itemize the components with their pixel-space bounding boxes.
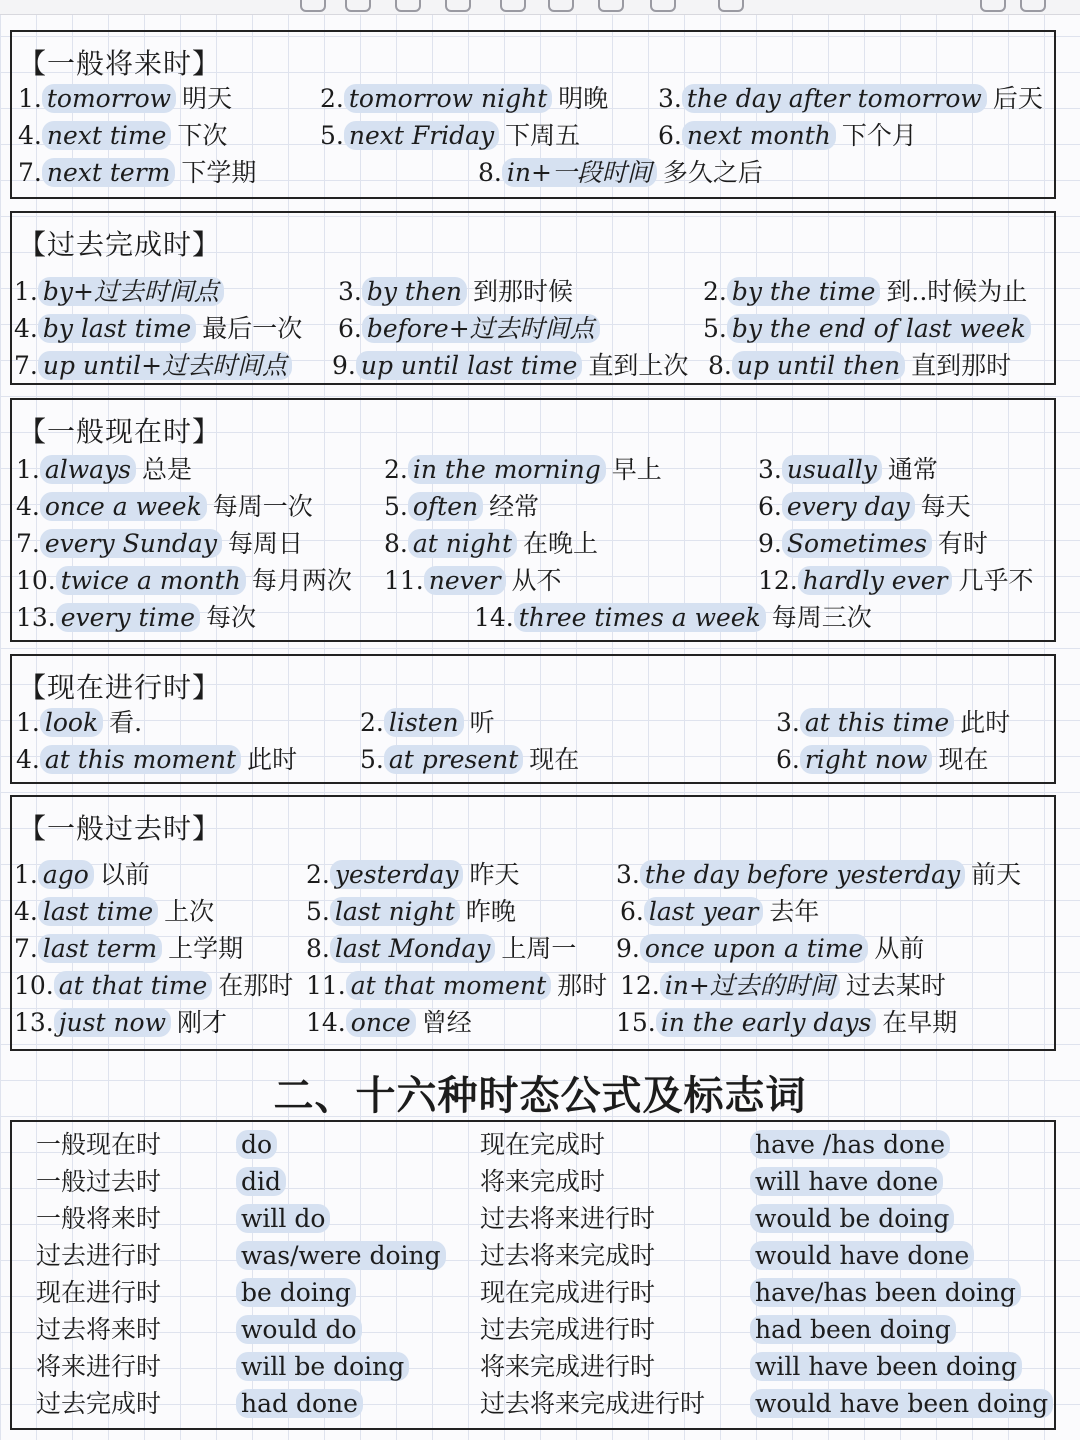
item-number: 6. xyxy=(338,314,362,343)
section-item xyxy=(360,745,579,775)
item-english: tomorrow night xyxy=(344,84,552,113)
item-chinese: 昨晚 xyxy=(465,897,516,926)
tense-formula xyxy=(750,1130,950,1160)
tense-formula xyxy=(750,1315,956,1345)
item-english: at that time xyxy=(54,971,213,1000)
tense-formula xyxy=(750,1241,974,1271)
section-item xyxy=(16,492,313,522)
item-english: by+过去时间点 xyxy=(38,277,224,306)
item-number: 3. xyxy=(658,84,682,113)
item-chinese: 每天 xyxy=(920,492,971,521)
tense-name: 现在完成时 xyxy=(480,1130,606,1159)
item-number: 12. xyxy=(758,566,798,595)
tense-name: 过去将来时 xyxy=(36,1315,162,1344)
pen-tool-icon[interactable] xyxy=(300,0,326,12)
tense-name: 过去完成时 xyxy=(36,1389,162,1418)
section-item xyxy=(306,860,519,890)
item-english: by then xyxy=(362,277,467,306)
highlighter-tool-icon[interactable] xyxy=(395,0,421,12)
item-number: 3. xyxy=(776,708,800,737)
item-chinese: 在晚上 xyxy=(523,529,599,558)
item-english: by the time xyxy=(727,277,881,306)
item-chinese: 经常 xyxy=(489,492,540,521)
section-item xyxy=(16,455,192,485)
formula-text: would have been doing xyxy=(750,1389,1053,1418)
item-chinese: 从不 xyxy=(511,566,562,595)
eraser-tool-icon[interactable] xyxy=(445,0,471,12)
item-chinese: 下周五 xyxy=(505,121,581,150)
item-chinese: 此时 xyxy=(247,745,298,774)
tense-formula xyxy=(750,1352,1022,1382)
item-number: 2. xyxy=(703,277,727,306)
item-english: every day xyxy=(782,492,915,521)
section-item xyxy=(384,566,562,596)
tense-formula xyxy=(236,1204,330,1234)
formula-text: be doing xyxy=(236,1278,356,1307)
item-chinese: 到那时候 xyxy=(472,277,573,306)
tense-formula xyxy=(750,1204,954,1234)
item-english: before+过去时间点 xyxy=(362,314,600,343)
tense-formula xyxy=(750,1167,943,1197)
item-chinese: 每周日 xyxy=(227,529,303,558)
item-number: 9. xyxy=(616,934,640,963)
item-english: at this time xyxy=(800,708,954,737)
item-number: 5. xyxy=(320,121,344,150)
tense-name: 一般将来时 xyxy=(36,1204,162,1233)
item-chinese: 下次 xyxy=(177,121,228,150)
item-number: 11. xyxy=(384,566,424,595)
section-item xyxy=(14,897,214,927)
item-english: Sometimes xyxy=(782,529,932,558)
item-number: 4. xyxy=(16,492,40,521)
formula-text: had done xyxy=(236,1389,363,1418)
item-number: 1. xyxy=(16,455,40,484)
section-item xyxy=(14,971,293,1001)
formula-text: did xyxy=(236,1167,286,1196)
item-chinese: 总是 xyxy=(142,455,193,484)
item-number: 8. xyxy=(384,529,408,558)
item-chinese: 现在 xyxy=(938,745,989,774)
item-chinese: 有时 xyxy=(937,529,988,558)
tense-name: 过去将来进行时 xyxy=(480,1204,656,1233)
formula-text: have /has done xyxy=(750,1130,950,1159)
tense-name: 过去进行时 xyxy=(36,1241,162,1270)
lasso-tool-icon[interactable] xyxy=(548,0,574,12)
item-english: last term xyxy=(38,934,162,963)
section-item xyxy=(18,158,256,188)
item-english: listen xyxy=(384,708,464,737)
item-english: up until+过去时间点 xyxy=(38,351,292,380)
item-english: next month xyxy=(682,121,836,150)
section-item xyxy=(758,455,938,485)
item-chinese: 在那时 xyxy=(218,971,294,1000)
section-item xyxy=(14,314,302,344)
tense-formula xyxy=(236,1130,277,1160)
item-number: 4. xyxy=(14,314,38,343)
item-chinese: 曾经 xyxy=(421,1008,472,1037)
formula-text: will have been doing xyxy=(750,1352,1022,1381)
item-number: 2. xyxy=(360,708,384,737)
section-item xyxy=(16,708,142,738)
item-number: 7. xyxy=(14,934,38,963)
item-english: in+过去的时间 xyxy=(660,971,840,1000)
item-number: 9. xyxy=(332,351,356,380)
formula-text: would be doing xyxy=(750,1204,954,1233)
formula-text: would have done xyxy=(750,1241,974,1270)
item-chinese: 到..时候为止 xyxy=(886,277,1028,306)
item-chinese: 现在 xyxy=(529,745,580,774)
tense-name: 现在完成进行时 xyxy=(480,1278,656,1307)
section-item xyxy=(14,351,292,381)
item-english: ago xyxy=(38,860,94,889)
formula-text: was/were doing xyxy=(236,1241,446,1270)
item-number: 4. xyxy=(16,745,40,774)
section-item xyxy=(758,529,988,559)
item-english: at that moment xyxy=(346,971,551,1000)
item-english: never xyxy=(424,566,506,595)
item-english: at this moment xyxy=(40,745,241,774)
item-english: just now xyxy=(54,1008,171,1037)
item-english: at night xyxy=(408,529,517,558)
section-item xyxy=(776,745,988,775)
tense-name: 过去完成进行时 xyxy=(480,1315,656,1344)
section-title: 【一般将来时】 xyxy=(18,47,222,80)
item-chinese: 那时 xyxy=(557,971,608,1000)
item-english: often xyxy=(408,492,483,521)
item-english: every Sunday xyxy=(40,529,222,558)
formula-text: had been doing xyxy=(750,1315,956,1344)
item-chinese: 前天 xyxy=(971,860,1022,889)
tense-name: 将来完成时 xyxy=(480,1167,606,1196)
item-number: 6. xyxy=(758,492,782,521)
item-chinese: 每周三次 xyxy=(771,603,872,632)
item-chinese: 几乎不 xyxy=(958,566,1034,595)
item-number: 3. xyxy=(758,455,782,484)
item-chinese: 通常 xyxy=(887,455,938,484)
item-chinese: 后天 xyxy=(992,84,1043,113)
section-item xyxy=(758,492,971,522)
text-tool-icon[interactable] xyxy=(500,0,526,12)
tense-name: 将来完成进行时 xyxy=(480,1352,656,1381)
item-number: 2. xyxy=(306,860,330,889)
tense-name: 过去将来完成时 xyxy=(480,1241,656,1270)
item-chinese: 每次 xyxy=(206,603,257,632)
item-english: once upon a time xyxy=(640,934,869,963)
item-number: 6. xyxy=(776,745,800,774)
formula-text: do xyxy=(236,1130,277,1159)
shape-tool-icon[interactable] xyxy=(650,0,676,12)
item-english: always xyxy=(40,455,136,484)
undo-icon[interactable] xyxy=(718,0,744,12)
item-english: three times a week xyxy=(514,603,766,632)
item-number: 1. xyxy=(16,708,40,737)
section-item xyxy=(658,84,1043,114)
section-item xyxy=(332,351,688,381)
item-english: in+一段时间 xyxy=(502,158,657,187)
item-chinese: 以前 xyxy=(99,860,150,889)
item-chinese: 下个月 xyxy=(841,121,917,150)
section-title: 【一般过去时】 xyxy=(18,812,222,845)
item-number: 6. xyxy=(620,897,644,926)
section-title: 【现在进行时】 xyxy=(18,671,222,704)
item-number: 10. xyxy=(14,971,54,1000)
pencil-tool-icon[interactable] xyxy=(345,0,371,12)
section-item xyxy=(16,566,352,596)
formula-text: would do xyxy=(236,1315,362,1344)
item-english: look xyxy=(40,708,103,737)
section-item xyxy=(384,529,598,559)
section-item xyxy=(320,84,608,114)
item-english: the day after tomorrow xyxy=(682,84,987,113)
section-item xyxy=(306,934,576,964)
item-number: 11. xyxy=(306,971,346,1000)
item-number: 4. xyxy=(14,897,38,926)
formula-heading: 二、十六种时态公式及标志词 xyxy=(273,1073,807,1119)
item-number: 3. xyxy=(338,277,362,306)
tense-formula xyxy=(750,1389,1053,1419)
item-english: usually xyxy=(782,455,882,484)
item-english: in the morning xyxy=(408,455,606,484)
tense-name: 现在进行时 xyxy=(36,1278,162,1307)
section-item xyxy=(16,603,256,633)
item-chinese: 每周一次 xyxy=(212,492,313,521)
section-item xyxy=(616,860,1021,890)
item-number: 13. xyxy=(16,603,56,632)
item-chinese: 从前 xyxy=(874,934,925,963)
tense-formula xyxy=(236,1389,363,1419)
tense-formula xyxy=(236,1167,286,1197)
item-english: at present xyxy=(384,745,523,774)
section-title: 【过去完成时】 xyxy=(18,228,222,261)
item-chinese: 上次 xyxy=(164,897,215,926)
item-number: 14. xyxy=(474,603,514,632)
section-item xyxy=(306,897,516,927)
section-item xyxy=(14,277,224,307)
item-number: 5. xyxy=(306,897,330,926)
item-number: 2. xyxy=(320,84,344,113)
item-chinese: 上学期 xyxy=(168,934,244,963)
item-english: twice a month xyxy=(56,566,246,595)
item-english: the day before yesterday xyxy=(640,860,965,889)
section-item xyxy=(758,566,1033,596)
item-english: once xyxy=(346,1008,416,1037)
item-chinese: 早上 xyxy=(611,455,662,484)
item-number: 3. xyxy=(616,860,640,889)
item-number: 8. xyxy=(306,934,330,963)
item-english: last year xyxy=(644,897,764,926)
tense-formula xyxy=(750,1278,1021,1308)
section-item xyxy=(474,603,872,633)
item-number: 5. xyxy=(384,492,408,521)
image-tool-icon[interactable] xyxy=(598,0,624,12)
item-chinese: 上周一 xyxy=(501,934,577,963)
item-chinese: 过去某时 xyxy=(845,971,946,1000)
item-english: once a week xyxy=(40,492,207,521)
section-item xyxy=(306,971,607,1001)
item-chinese: 此时 xyxy=(960,708,1011,737)
item-english: tomorrow xyxy=(42,84,176,113)
item-english: right now xyxy=(800,745,933,774)
tense-formula xyxy=(236,1315,362,1345)
item-english: last night xyxy=(330,897,460,926)
item-chinese: 直到上次 xyxy=(588,351,689,380)
item-number: 5. xyxy=(703,314,727,343)
item-chinese: 昨天 xyxy=(469,860,520,889)
section-title: 【一般现在时】 xyxy=(18,415,222,448)
item-english: in the early days xyxy=(656,1008,877,1037)
item-chinese: 直到那时 xyxy=(911,351,1012,380)
item-english: next Friday xyxy=(344,121,499,150)
section-item xyxy=(306,1008,472,1038)
item-english: yesterday xyxy=(330,860,464,889)
tense-name: 一般现在时 xyxy=(36,1130,162,1159)
formula-text: will be doing xyxy=(236,1352,409,1381)
section-item xyxy=(620,897,819,927)
section-item xyxy=(18,84,232,114)
formula-text: have/has been doing xyxy=(750,1278,1021,1307)
item-english: last time xyxy=(38,897,158,926)
tense-name: 将来进行时 xyxy=(36,1352,162,1381)
section-item xyxy=(658,121,917,151)
formula-text: will have done xyxy=(750,1167,943,1196)
item-chinese: 下学期 xyxy=(181,158,257,187)
item-number: 8. xyxy=(708,351,732,380)
item-number: 12. xyxy=(620,971,660,1000)
item-chinese: 明晚 xyxy=(558,84,609,113)
item-chinese: 听 xyxy=(469,708,495,737)
item-number: 1. xyxy=(18,84,42,113)
tense-name: 过去将来完成进行时 xyxy=(480,1389,706,1418)
item-english: by last time xyxy=(38,314,196,343)
notes-app-toolbar xyxy=(0,0,1080,15)
redo-icon[interactable] xyxy=(980,0,1006,12)
item-number: 4. xyxy=(18,121,42,150)
section-item xyxy=(16,745,297,775)
item-english: every time xyxy=(56,603,200,632)
tense-formula xyxy=(236,1241,446,1271)
section-item xyxy=(18,121,227,151)
item-number: 15. xyxy=(616,1008,656,1037)
item-number: 14. xyxy=(306,1008,346,1037)
section-item xyxy=(16,529,303,559)
item-english: last Monday xyxy=(330,934,496,963)
section-item xyxy=(616,934,924,964)
item-chinese: 去年 xyxy=(769,897,820,926)
item-number: 13. xyxy=(14,1008,54,1037)
tense-formula xyxy=(236,1278,356,1308)
section-item xyxy=(708,351,1011,381)
section-item xyxy=(776,708,1010,738)
section-item xyxy=(14,1008,227,1038)
item-number: 9. xyxy=(758,529,782,558)
item-number: 7. xyxy=(14,351,38,380)
item-english: up until last time xyxy=(356,351,583,380)
item-number: 7. xyxy=(16,529,40,558)
section-item xyxy=(14,860,150,890)
section-item xyxy=(338,277,573,307)
item-english: next time xyxy=(42,121,172,150)
section-item xyxy=(703,314,1031,344)
tense-formula xyxy=(236,1352,409,1382)
section-item xyxy=(338,314,600,344)
item-number: 6. xyxy=(658,121,682,150)
item-chinese: 多久之后 xyxy=(662,158,763,187)
item-number: 8. xyxy=(478,158,502,187)
item-number: 10. xyxy=(16,566,56,595)
section-item xyxy=(384,455,662,485)
section-item xyxy=(320,121,580,151)
section-item xyxy=(384,492,539,522)
page-copy-icon[interactable] xyxy=(1020,0,1046,12)
tense-name: 一般过去时 xyxy=(36,1167,162,1196)
section-item xyxy=(620,971,946,1001)
item-chinese: 刚才 xyxy=(177,1008,228,1037)
section-item xyxy=(14,934,243,964)
item-number: 1. xyxy=(14,860,38,889)
section-item xyxy=(360,708,495,738)
section-item xyxy=(703,277,1027,307)
item-chinese: 最后一次 xyxy=(202,314,303,343)
formula-text: will do xyxy=(236,1204,330,1233)
item-english: hardly ever xyxy=(798,566,953,595)
item-chinese: 看. xyxy=(109,708,143,737)
item-chinese: 明天 xyxy=(182,84,233,113)
item-english: next term xyxy=(42,158,176,187)
item-number: 1. xyxy=(14,277,38,306)
item-english: by the end of last week xyxy=(727,314,1031,343)
item-number: 7. xyxy=(18,158,42,187)
item-chinese: 在早期 xyxy=(882,1008,958,1037)
section-item xyxy=(616,1008,957,1038)
item-chinese: 每月两次 xyxy=(251,566,352,595)
item-english: up until then xyxy=(732,351,905,380)
item-number: 5. xyxy=(360,745,384,774)
item-number: 2. xyxy=(384,455,408,484)
section-item xyxy=(478,158,763,188)
